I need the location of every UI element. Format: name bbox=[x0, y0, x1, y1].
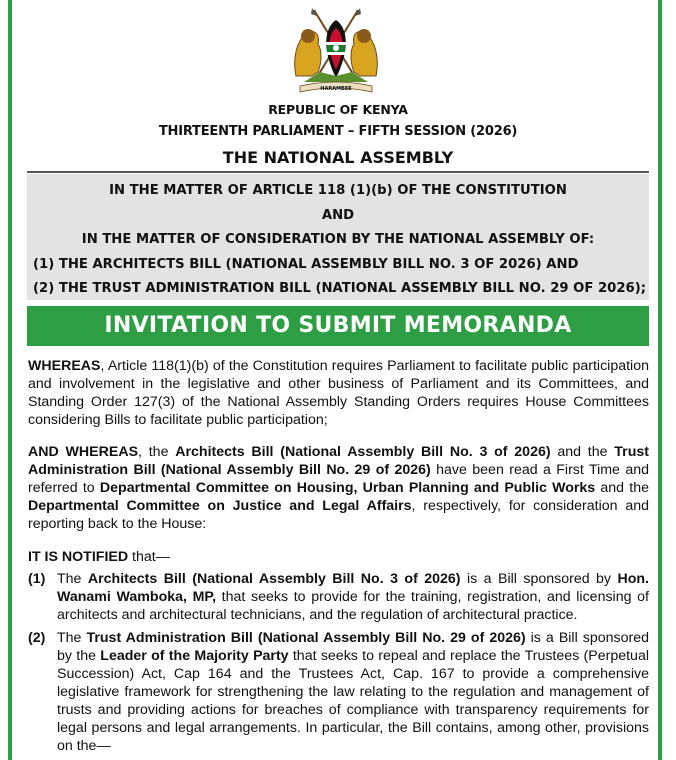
committee-2-name: Departmental Committee on Justice and Legal Affairs bbox=[28, 498, 412, 514]
item-number: (2) bbox=[28, 630, 46, 646]
matter-line-3: IN THE MATTER OF CONSIDERATION BY THE NATIONAL ASSEMBLY OF: bbox=[81, 232, 595, 247]
text-span: The bbox=[57, 630, 87, 646]
coat-of-arms-icon bbox=[286, 6, 386, 98]
text-span: that seeks to repeal and replace the Trustees (Perpetual Succession) Act, Cap 164 and the Trustees Act, Cap. 167 to provide a comprehensive legislative framework for strengthening the law relating to the regulation and management of trusts and providing actions for breaches of compliance with transparency requirements for legal persons and legal arrangements. In particular, the Bill contains, among other, provisions on the— bbox=[57, 648, 649, 754]
text-span: and the bbox=[550, 444, 615, 460]
bill-2-name: Trust Administration Bill (National Assembly Bill No. 29 of 2026) bbox=[28, 444, 649, 478]
matter-line-1: IN THE MATTER OF ARTICLE 118 (1)(b) OF THE CONSTITUTION bbox=[109, 183, 567, 198]
text-span: The bbox=[57, 571, 88, 587]
item-sponsor: Hon. Wanami Wamboka, MP, bbox=[57, 571, 649, 605]
divider bbox=[27, 171, 649, 173]
text-span: is a Bill sponsored by bbox=[460, 571, 618, 587]
whereas-text: , Article 118(1)(b) of the Constitution requires Parliament to facilitate public participation and involvement in the legislative and other business of Parliament and its Committees, and Standing Order 127(3) of the National Assembly Standing Orders requires House Committees considering Bills to facilitate public participation; bbox=[28, 358, 649, 428]
whereas-paragraph bbox=[28, 357, 649, 429]
parliament-session: THIRTEENTH PARLIAMENT – FIFTH SESSION (2026) bbox=[158, 124, 518, 139]
republic-title: REPUBLIC OF KENYA bbox=[268, 102, 408, 117]
invitation-banner: INVITATION TO SUBMIT MEMORANDA bbox=[27, 306, 649, 346]
text-span: have been read a First Time and referred to bbox=[28, 462, 649, 496]
matter-bill-2: (2) THE TRUST ADMINISTRATION BILL (NATIONAL ASSEMBLY BILL NO. 29 OF 2026); bbox=[33, 281, 646, 296]
bill-1-name: Architects Bill (National Assembly Bill No. 3 of 2026) bbox=[175, 444, 551, 460]
matter-box bbox=[27, 174, 649, 300]
committee-1-name: Departmental Committee on Housing, Urban Planning and Public Works bbox=[99, 480, 596, 496]
notified-paragraph bbox=[28, 548, 649, 566]
item-sponsor: Leader of the Majority Party bbox=[100, 648, 289, 664]
matter-bill-1: (1) THE ARCHITECTS BILL (NATIONAL ASSEMBLY BILL NO. 3 OF 2026) AND bbox=[33, 256, 579, 272]
and-whereas-paragraph bbox=[28, 443, 649, 533]
crest-motto: HARAMBEE bbox=[320, 86, 352, 92]
item-bill-name: Architects Bill (National Assembly Bill No. 3 of 2026) bbox=[87, 571, 461, 587]
assembly-title: THE NATIONAL ASSEMBLY bbox=[222, 148, 454, 167]
text-span: is a Bill sponsored by the bbox=[57, 630, 650, 664]
list-item bbox=[28, 570, 649, 624]
text-span: that seeks to provide for the training, registration, and licensing of architects and architectural technicians, and the regulation of architectural practice. bbox=[57, 589, 649, 623]
text-span: , respectively, for consideration and reporting back to the House: bbox=[28, 498, 649, 532]
item-number: (1) bbox=[28, 571, 46, 587]
text-span: and the bbox=[595, 480, 649, 496]
notified-text: that— bbox=[128, 549, 170, 565]
whereas-lead: WHEREAS bbox=[28, 358, 101, 374]
list-item bbox=[28, 629, 649, 755]
and-whereas-lead: AND WHEREAS bbox=[28, 444, 139, 460]
notified-lead: IT IS NOTIFIED bbox=[28, 549, 129, 565]
matter-line-and: AND bbox=[321, 207, 355, 223]
item-bill-name: Trust Administration Bill (National Assembly Bill No. 29 of 2026) bbox=[86, 630, 526, 646]
text-span: , the bbox=[138, 444, 176, 460]
